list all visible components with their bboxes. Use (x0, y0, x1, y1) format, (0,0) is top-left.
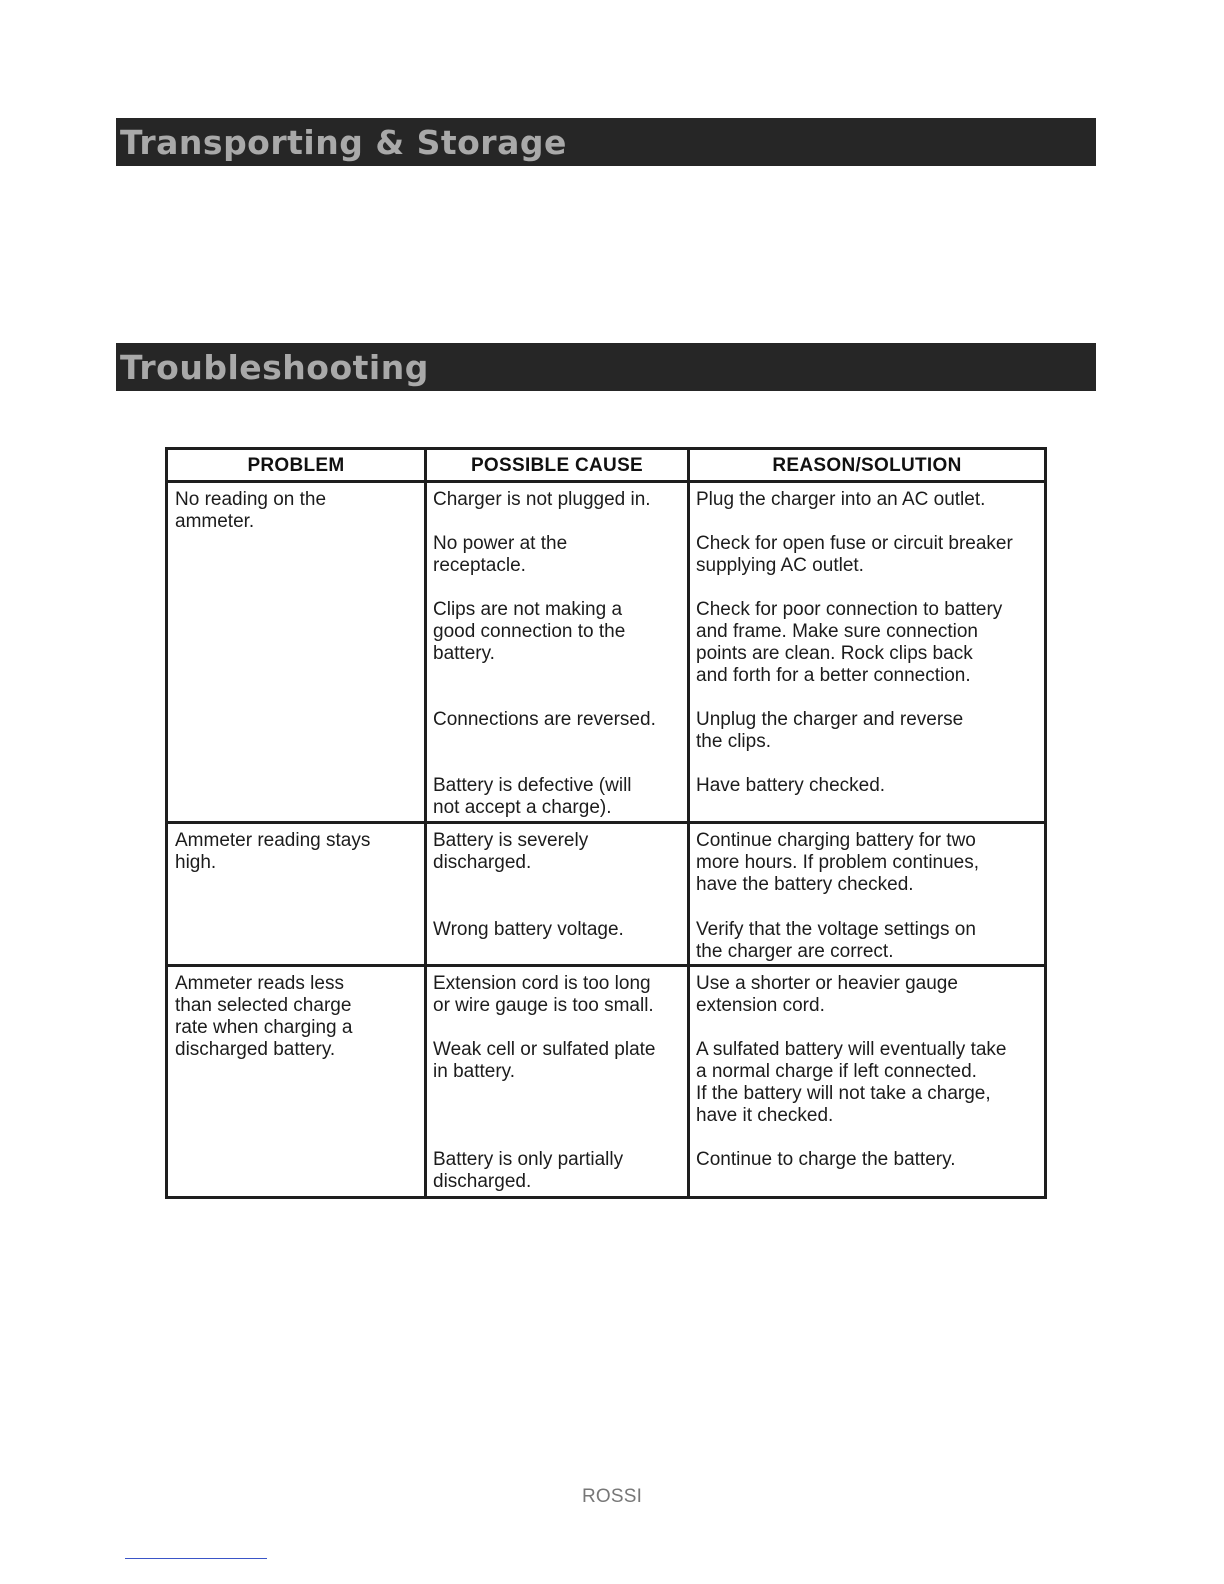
solution-cell: A sulfated battery will eventually take a normal charge if left connected. If the battery will not take a charge, have it checked. (696, 1039, 1007, 1126)
solution-cell: Continue to charge the battery. (696, 1149, 956, 1170)
solution-cell: Check for poor connection to battery and frame. Make sure connection points are clean. Rock clips back and forth for a better connection. (696, 599, 1003, 686)
cause-cell: Connections are reversed. (433, 709, 656, 730)
cause-cell: Extension cord is too long or wire gauge is too small. (433, 973, 654, 1016)
section-header-troubleshooting (116, 343, 1096, 391)
cause-cell: No power at the receptacle. (433, 533, 568, 576)
problem-cell: No reading on the ammeter. (175, 489, 327, 532)
troubleshooting-table (165, 447, 1047, 1199)
solution-cell: Have battery checked. (696, 775, 886, 796)
cause-cell: Battery is defective (will not accept a charge). (433, 775, 632, 818)
section-header-transporting (116, 118, 1096, 166)
section-title-transporting: Transporting & Storage (120, 123, 567, 162)
cause-cell: Battery is severely discharged. (433, 830, 589, 873)
solution-cell: Unplug the charger and reverse the clips. (696, 709, 964, 752)
solution-cell: Check for open fuse or circuit breaker supplying AC outlet. (696, 533, 1013, 576)
cause-cell: Wrong battery voltage. (433, 919, 624, 940)
footer-rule (125, 1558, 267, 1559)
row-divider (168, 821, 1044, 824)
cause-cell: Charger is not plugged in. (433, 489, 651, 510)
cause-cell: Battery is only partially discharged. (433, 1149, 624, 1192)
footer-brand: ROSSI (581, 1486, 643, 1507)
problem-cell: Ammeter reads less than selected charge rate when charging a discharged battery. (175, 973, 353, 1060)
column-header-problem: PROBLEM (247, 455, 345, 476)
cause-cell: Weak cell or sulfated plate in battery. (433, 1039, 656, 1082)
problem-cell: Ammeter reading stays high. (175, 830, 371, 873)
section-title-troubleshooting: Troubleshooting (120, 348, 429, 387)
solution-cell: Plug the charger into an AC outlet. (696, 489, 986, 510)
column-header-cause: POSSIBLE CAUSE (470, 455, 644, 476)
cause-cell: Clips are not making a good connection to the battery. (433, 599, 626, 664)
column-header-solution: REASON/SOLUTION (772, 455, 962, 476)
solution-cell: Verify that the voltage settings on the charger are correct. (696, 919, 976, 962)
solution-cell: Use a shorter or heavier gauge extension cord. (696, 973, 958, 1016)
solution-cell: Continue charging battery for two more hours. If problem continues, have the battery checked. (696, 830, 980, 895)
row-divider (168, 964, 1044, 967)
